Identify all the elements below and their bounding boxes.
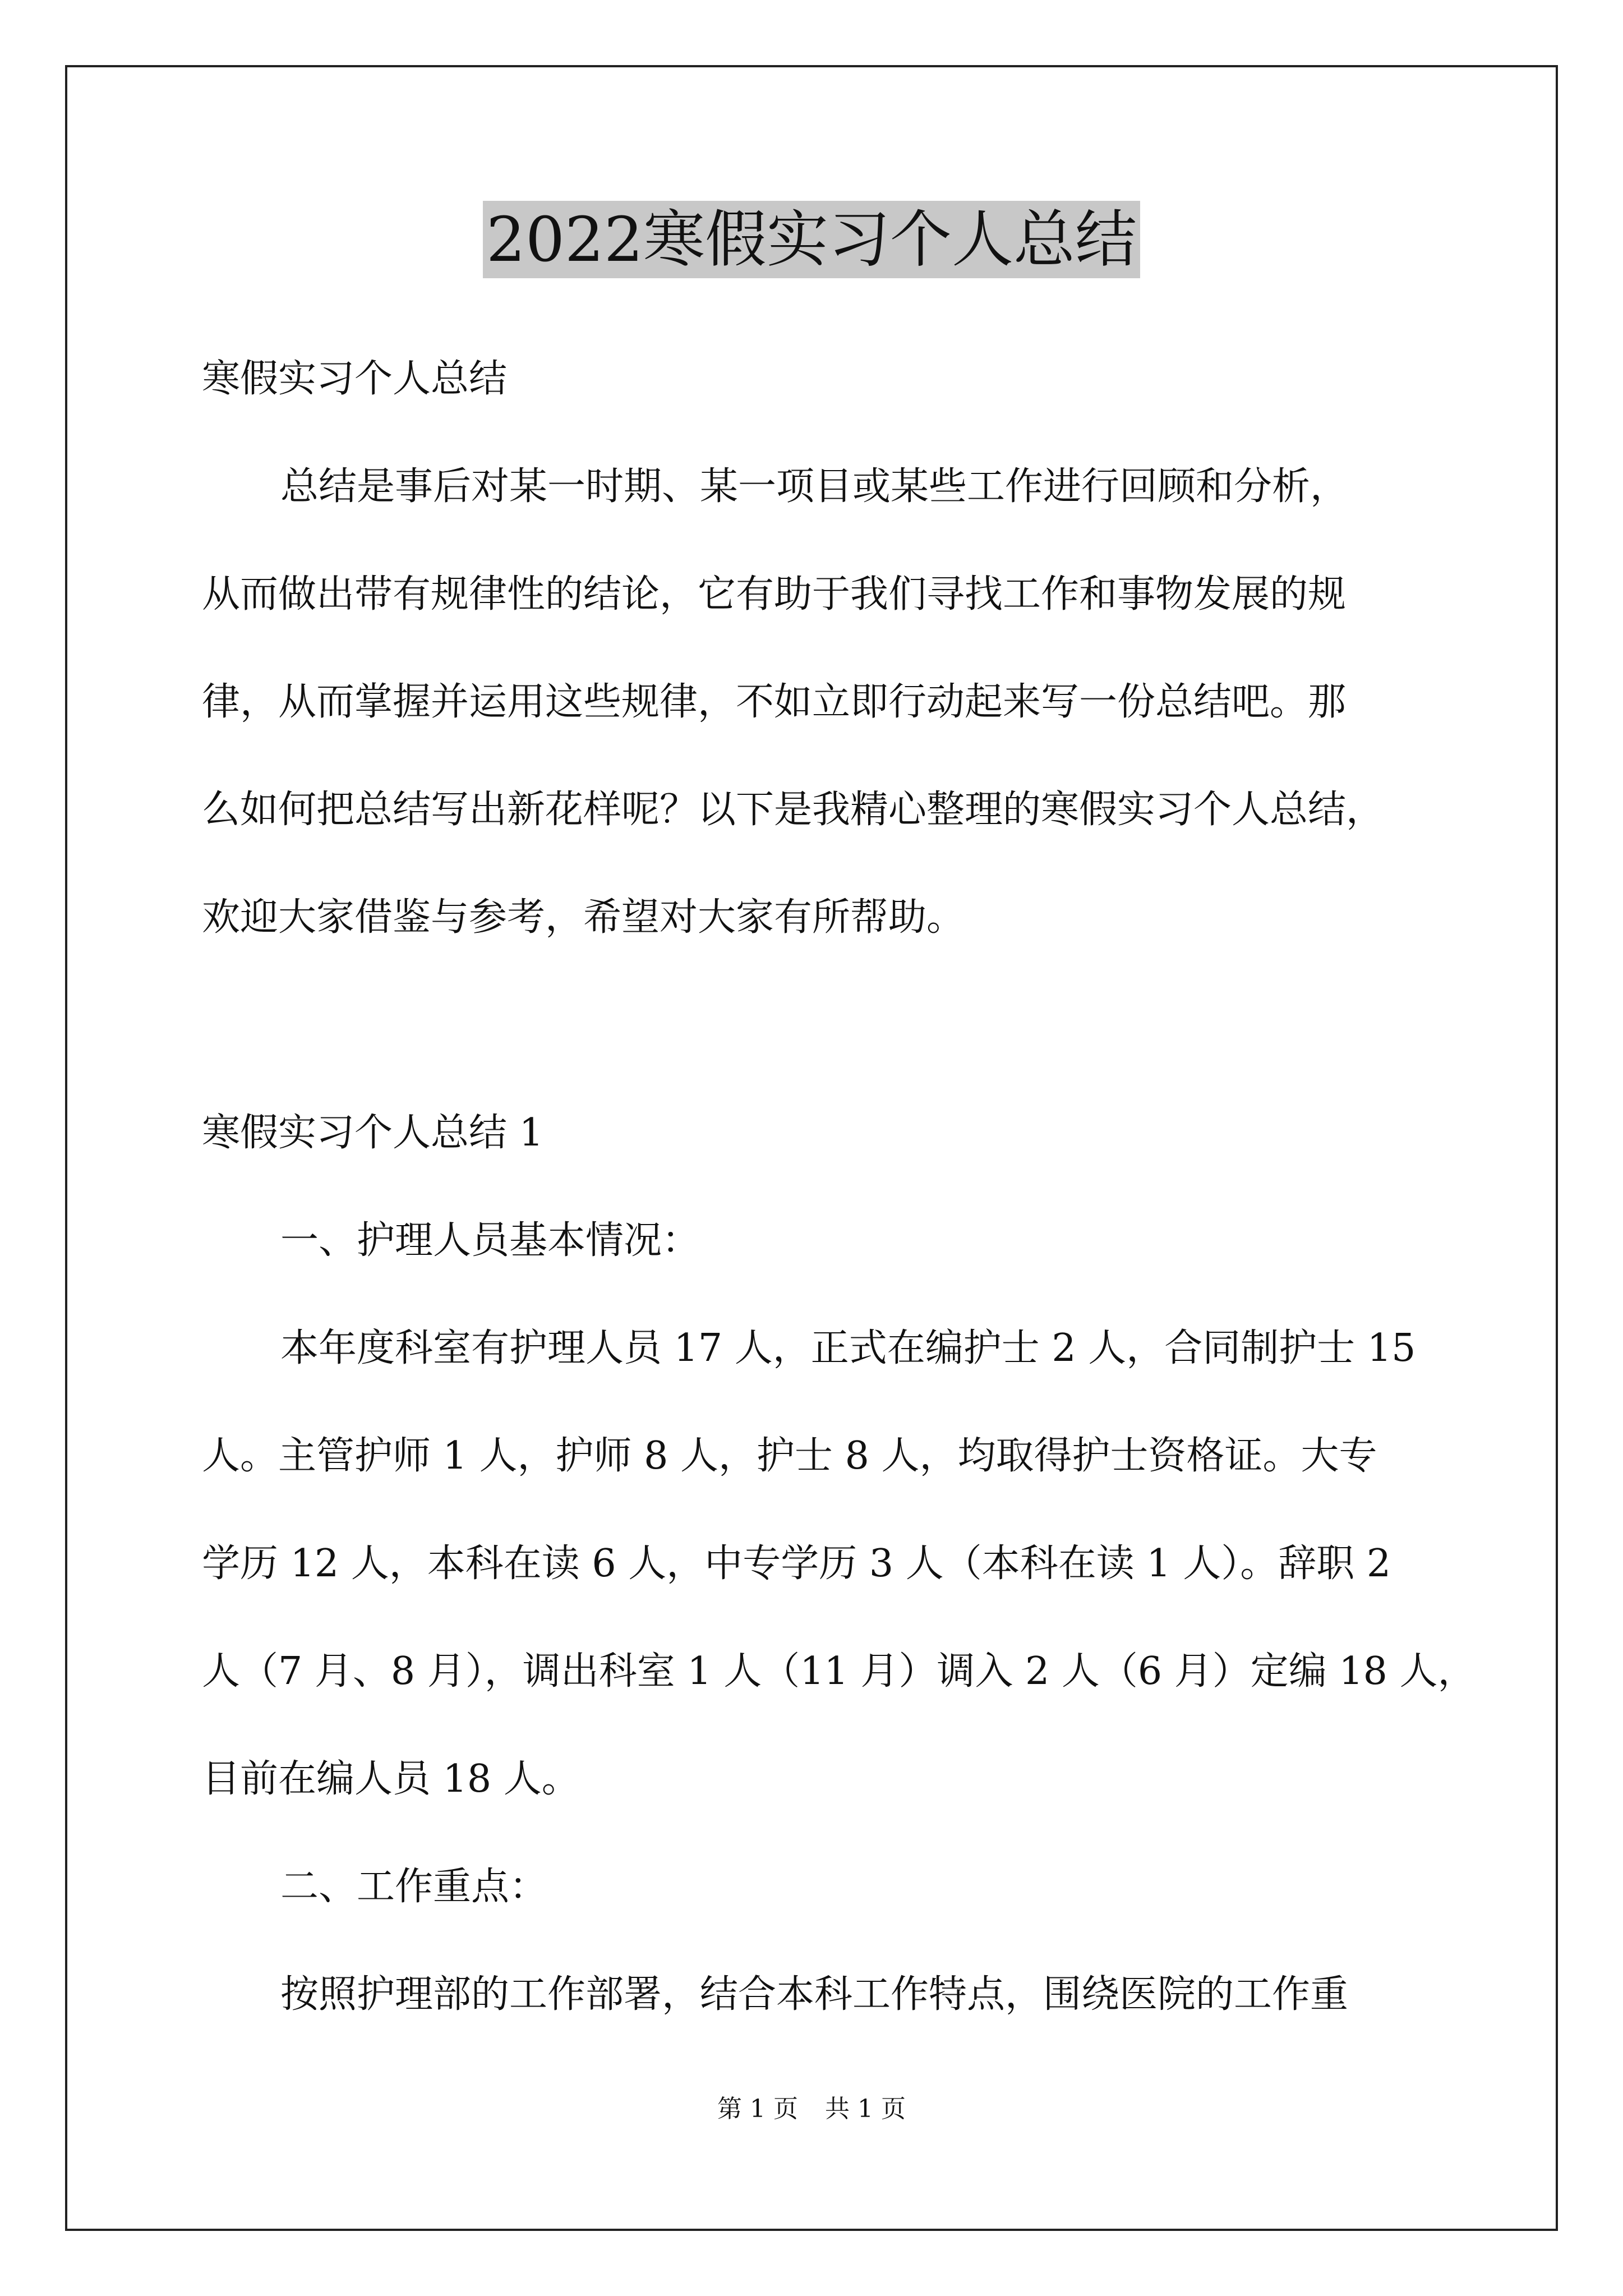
staff-line-3: 学历 12 人，本科在读 6 人，中专学历 3 人（本科在读 1 人）。辞职 2 [202, 1542, 1391, 1586]
intro-line-5: 欢迎大家借鉴与参考，希望对大家有所帮助。 [202, 895, 965, 940]
staff-line-2: 人。主管护师 1 人，护师 8 人，护士 8 人，均取得护士资格证。大专 [202, 1434, 1377, 1478]
subheading-focus: 二、工作重点： [280, 1865, 548, 1909]
intro-line-4: 么如何把总结写出新花样呢？以下是我精心整理的寒假实习个人总结， [202, 788, 1385, 832]
intro-line-3: 律，从而掌握并运用这些规律，不如立即行动起来写一份总结吧。那 [202, 680, 1347, 724]
intro-line-2: 从而做出带有规律性的结论，它有助于我们寻找工作和事物发展的规 [202, 572, 1347, 616]
staff-line-5: 目前在编人员 18 人。 [202, 1757, 580, 1801]
section-heading: 寒假实习个人总结 1 [202, 1111, 543, 1155]
staff-line-1: 本年度科室有护理人员 17 人，正式在编护士 2 人，合同制护士 15 [280, 1326, 1416, 1370]
subheading-staff: 一、护理人员基本情况： [280, 1218, 700, 1263]
page-number: 第 1 页 [717, 2095, 798, 2123]
focus-line: 按照护理部的工作部署，结合本科工作特点，围绕医院的工作重 [280, 1972, 1349, 2017]
document-title: 2022寒假实习个人总结 [483, 201, 1140, 278]
subtitle: 寒假实习个人总结 [202, 357, 508, 401]
staff-line-4: 人（7 月、8 月），调出科室 1 人（11 月）调入 2 人（6 月）定编 18 人， [202, 1649, 1476, 1694]
total-pages: 共 1 页 [825, 2095, 906, 2123]
page-footer [0, 2093, 1623, 2125]
intro-line-1: 总结是事后对某一时期、某一项目或某些工作进行回顾和分析， [280, 464, 1349, 509]
title-container [0, 201, 1623, 278]
